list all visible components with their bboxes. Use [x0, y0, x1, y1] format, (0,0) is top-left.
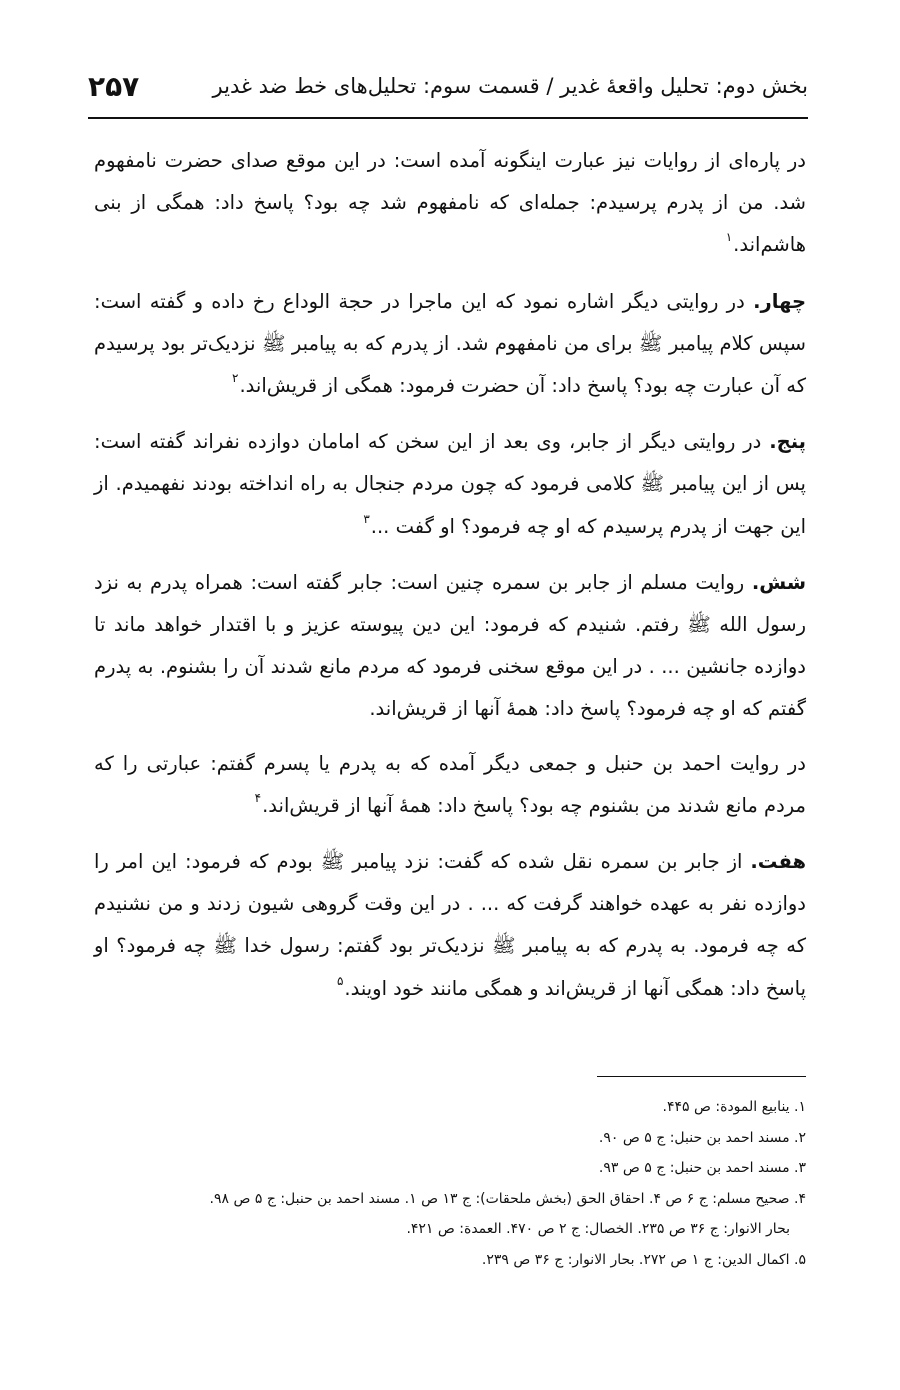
paragraph-3 [94, 421, 806, 550]
body-text [94, 140, 806, 1024]
paragraph-text: در پاره‌ای از روایات نیز عبارت اینگونه آمده است: در این موقع صدای حضرت نامفهوم شد. من از پدرم پرسیدم: جمله‌ای که نامفهوم شد چه بود؟ پاسخ داد: همگی از بنی هاشم‌اند. [94, 149, 806, 257]
running-head: بخش دوم: تحلیل واقعهٔ غدیر / قسمت سوم: تحلیل‌های خط ضد غدیر [212, 74, 808, 98]
paragraph-lead: هفت. [750, 850, 806, 874]
paragraph-lead: پنج. [769, 430, 806, 454]
footnote-ref-5: ۵ [336, 973, 344, 988]
footnotes [94, 1092, 806, 1275]
footnote-2: ۲. مسند احمد بن حنبل: ج ۵ ص ۹۰. [598, 1129, 806, 1146]
footnote-4-continued: بحار الانوار: ج ۳۶ ص ۲۳۵. الخصال: ج ۲ ص ۴۷۰. العمدة: ص ۴۲۱. [406, 1221, 790, 1237]
footnote-ref-2: ۲ [232, 371, 239, 386]
footnote-5: ۵. اکمال الدین: ج ۱ ص ۲۷۲. بحار الانوار: ج ۳۶ ص ۲۳۹. [481, 1251, 806, 1268]
paragraph-text: در روایتی دیگر از جابر، وی بعد از این سخن که امامان دوازده نفراند گفته است: پس از این پیامبر ﷺ کلامی فرمود که چون مردم جنجال به راه انداخته بودند نفهمیدم. از این جهت از پدرم پرسیدم که او چه فرمود؟ او گفت ... [94, 430, 806, 538]
paragraph-text: در روایتی دیگر اشاره نمود که این ماجرا در حجة الوداع رخ داده و گفته است: سپس کلام پیامبر ﷺ برای من نامفهوم شد. از پدرم که به پیامبر ﷺ نزدیک‌تر بود پرسیدم که آن عبارت چه بود؟ پاسخ داد: آن حضرت فرمود: همگی از قریش‌اند. [94, 289, 806, 398]
footnote-1: ۱. ینابیع المودة: ص ۴۴۵. [662, 1099, 806, 1115]
paragraph-6 [94, 841, 806, 1012]
paragraph-text: از جابر بن سمره نقل شده که گفت: نزد پیامبر ﷺ بودم که فرمود: این امر را دوازده نفر به عهده خواهند گرفت که ... . در این وقت گروهی شیون زدند و من نشنیدم که چه فرمود. به پدرم که به پیامبر ﷺ نزدیک‌تر بود گفتم: رسول خدا ﷺ چه فرمود؟ او پاسخ داد: همگی آنها از قریش‌اند و همگی مانند خود اویند. [94, 850, 806, 1000]
paragraph-5 [94, 743, 806, 829]
paragraph-2 [94, 281, 806, 410]
paragraph-text: در روایت احمد بن حنبل و جمعی دیگر آمده که به پدرم یا پسرم گفتم: عبارتی را که مردم مانع شدند من بشنوم چه بود؟ پاسخ داد: همهٔ آنها از قریش‌اند. [94, 751, 806, 817]
paragraph-text: روایت مسلم از جابر بن سمره چنین است: جابر گفته است: همراه پدرم به نزد رسول الله ﷺ رفتم. شنیدم که فرمود: این دین پیوسته عزیز و با اقتدار خواهد ماند تا دوازده جانشین ... . در این موقع سخنی فرمود که مردم مانع شدند آن را بشنوم. به پدرم گفتم که او چه فرمود؟ پاسخ داد: همهٔ آنها از قریش‌اند. [94, 570, 806, 721]
page-header [88, 70, 808, 114]
paragraph-4 [94, 562, 806, 731]
paragraph-lead: چهار. [753, 289, 806, 313]
footnote-3: ۳. مسند احمد بن حنبل: ج ۵ ص ۹۳. [598, 1160, 806, 1176]
footnote-divider [597, 1076, 806, 1077]
footnote-ref-3: ۳ [363, 511, 370, 526]
footnote-ref-4: ۴ [254, 790, 262, 805]
header-divider [88, 117, 808, 119]
footnote-ref-1: ۱ [725, 230, 733, 245]
footnote-4: ۴. صحیح مسلم: ج ۶ ص ۴. احقاق الحق (بخش ملحقات): ج ۱۳ ص ۱. مسند احمد بن حنبل: ج ۵ ص ۹۸. [209, 1190, 806, 1207]
page-number: ۲۵۷ [88, 70, 140, 103]
paragraph-lead: شش. [751, 570, 806, 594]
paragraph-1 [94, 140, 806, 269]
